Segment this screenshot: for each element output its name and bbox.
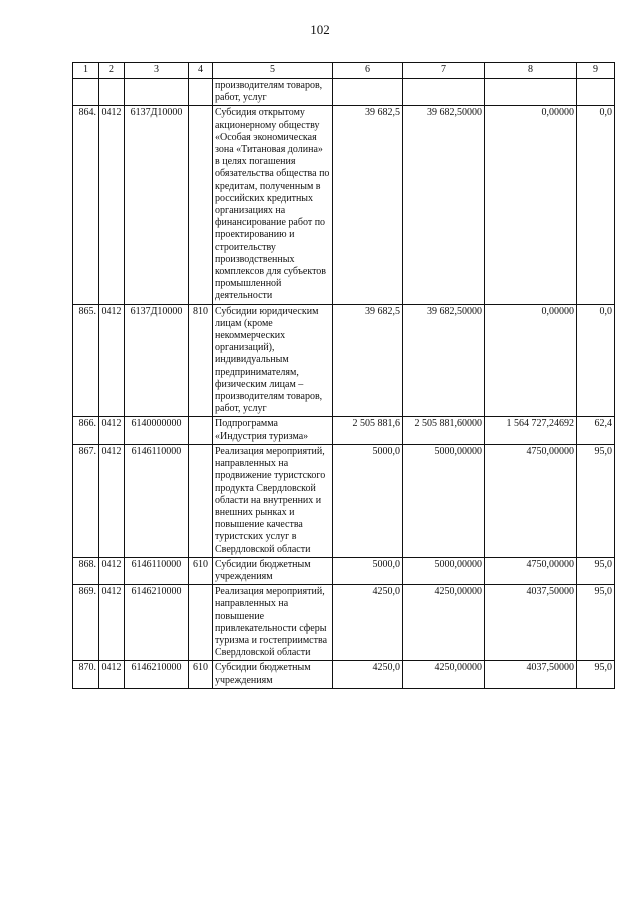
value-col8-cell: 0,00000 [485,106,577,304]
value-col9-cell: 95,0 [577,444,615,557]
value-col9-cell: 95,0 [577,661,615,688]
value-col6-cell: 39 682,5 [333,106,403,304]
value-col6-cell: 39 682,5 [333,304,403,417]
section-code-cell: 0412 [99,585,125,661]
row-number-cell: 866. [73,417,99,444]
table-row [73,661,615,688]
item-name-cell: Субсидия открытому акционерному обществу «Особая экономическая зона «Титановая долина» в целях погашения обязательства общества по кредитам, полученным в российских кредитных организациях на финансирование работ по проектированию и строительству производственных комплексов для субъектов промышленной деятельности [213,106,333,304]
value-col8-cell: 4750,00000 [485,557,577,584]
column-header: 5 [213,63,333,79]
item-name-cell: Субсидии бюджетным учреждениям [213,661,333,688]
expense-type-cell [189,417,213,444]
value-col8-cell: 1 564 727,24692 [485,417,577,444]
expense-type-cell [189,444,213,557]
page-number: 102 [310,22,330,37]
expense-type-cell: 610 [189,557,213,584]
target-article-cell: 6146210000 [125,585,189,661]
target-article-cell: 6146210000 [125,661,189,688]
value-col7-cell [403,79,485,106]
value-col8-cell: 4037,50000 [485,661,577,688]
section-code-cell: 0412 [99,304,125,417]
value-col6-cell: 4250,0 [333,585,403,661]
item-name-cell: Реализация мероприятий, направленных на продвижение туристского продукта Свердловской области на внутренних и внешних рынках и повышение качества туристских услуг в Свердловской области [213,444,333,557]
target-article-cell [125,79,189,106]
value-col7-cell: 39 682,50000 [403,106,485,304]
column-header: 2 [99,63,125,79]
table-row [73,304,615,417]
value-col7-cell: 39 682,50000 [403,304,485,417]
column-header: 7 [403,63,485,79]
table-row [73,444,615,557]
value-col8-cell: 0,00000 [485,304,577,417]
column-header: 9 [577,63,615,79]
section-code-cell: 0412 [99,444,125,557]
row-number-cell: 867. [73,444,99,557]
value-col6-cell: 5000,0 [333,444,403,557]
value-col9-cell: 0,0 [577,106,615,304]
target-article-cell: 6140000000 [125,417,189,444]
target-article-cell: 6146110000 [125,557,189,584]
row-number-cell: 869. [73,585,99,661]
row-number-cell [73,79,99,106]
value-col7-cell: 5000,00000 [403,557,485,584]
budget-table [72,62,615,689]
section-code-cell: 0412 [99,557,125,584]
section-code-cell: 0412 [99,106,125,304]
value-col9-cell: 62,4 [577,417,615,444]
item-name-cell: Реализация мероприятий, направленных на повышение привлекательности сферы туризма и гостеприимства Свердловской области [213,585,333,661]
value-col8-cell: 4750,00000 [485,444,577,557]
value-col9-cell: 95,0 [577,585,615,661]
column-header: 6 [333,63,403,79]
value-col6-cell: 2 505 881,6 [333,417,403,444]
target-article-cell: 6137Д10000 [125,106,189,304]
column-header: 8 [485,63,577,79]
table-row [73,585,615,661]
value-col6-cell: 5000,0 [333,557,403,584]
table-row [73,557,615,584]
item-name-cell: Подпрограмма «Индустрия туризма» [213,417,333,444]
table-row [73,79,615,106]
column-header: 3 [125,63,189,79]
value-col9-cell [577,79,615,106]
value-col8-cell [485,79,577,106]
item-name-cell: производителям товаров, работ, услуг [213,79,333,106]
table-row [73,417,615,444]
value-col8-cell: 4037,50000 [485,585,577,661]
section-code-cell: 0412 [99,417,125,444]
expense-type-cell [189,585,213,661]
row-number-cell: 864. [73,106,99,304]
value-col7-cell: 2 505 881,60000 [403,417,485,444]
expense-type-cell: 810 [189,304,213,417]
target-article-cell: 6137Д10000 [125,304,189,417]
expense-type-cell: 610 [189,661,213,688]
value-col9-cell: 95,0 [577,557,615,584]
row-number-cell: 870. [73,661,99,688]
column-header: 1 [73,63,99,79]
value-col6-cell [333,79,403,106]
value-col7-cell: 4250,00000 [403,585,485,661]
value-col9-cell: 0,0 [577,304,615,417]
item-name-cell: Субсидии бюджетным учреждениям [213,557,333,584]
section-code-cell [99,79,125,106]
value-col7-cell: 4250,00000 [403,661,485,688]
value-col6-cell: 4250,0 [333,661,403,688]
table-row [73,106,615,304]
expense-type-cell [189,106,213,304]
row-number-cell: 868. [73,557,99,584]
value-col7-cell: 5000,00000 [403,444,485,557]
row-number-cell: 865. [73,304,99,417]
target-article-cell: 6146110000 [125,444,189,557]
expense-type-cell [189,79,213,106]
column-header: 4 [189,63,213,79]
item-name-cell: Субсидии юридическим лицам (кроме некоммерческих организаций), индивидуальным предпринимателям, физическим лицам – производителям товаров, работ, услуг [213,304,333,417]
section-code-cell: 0412 [99,661,125,688]
header-row [73,63,615,79]
